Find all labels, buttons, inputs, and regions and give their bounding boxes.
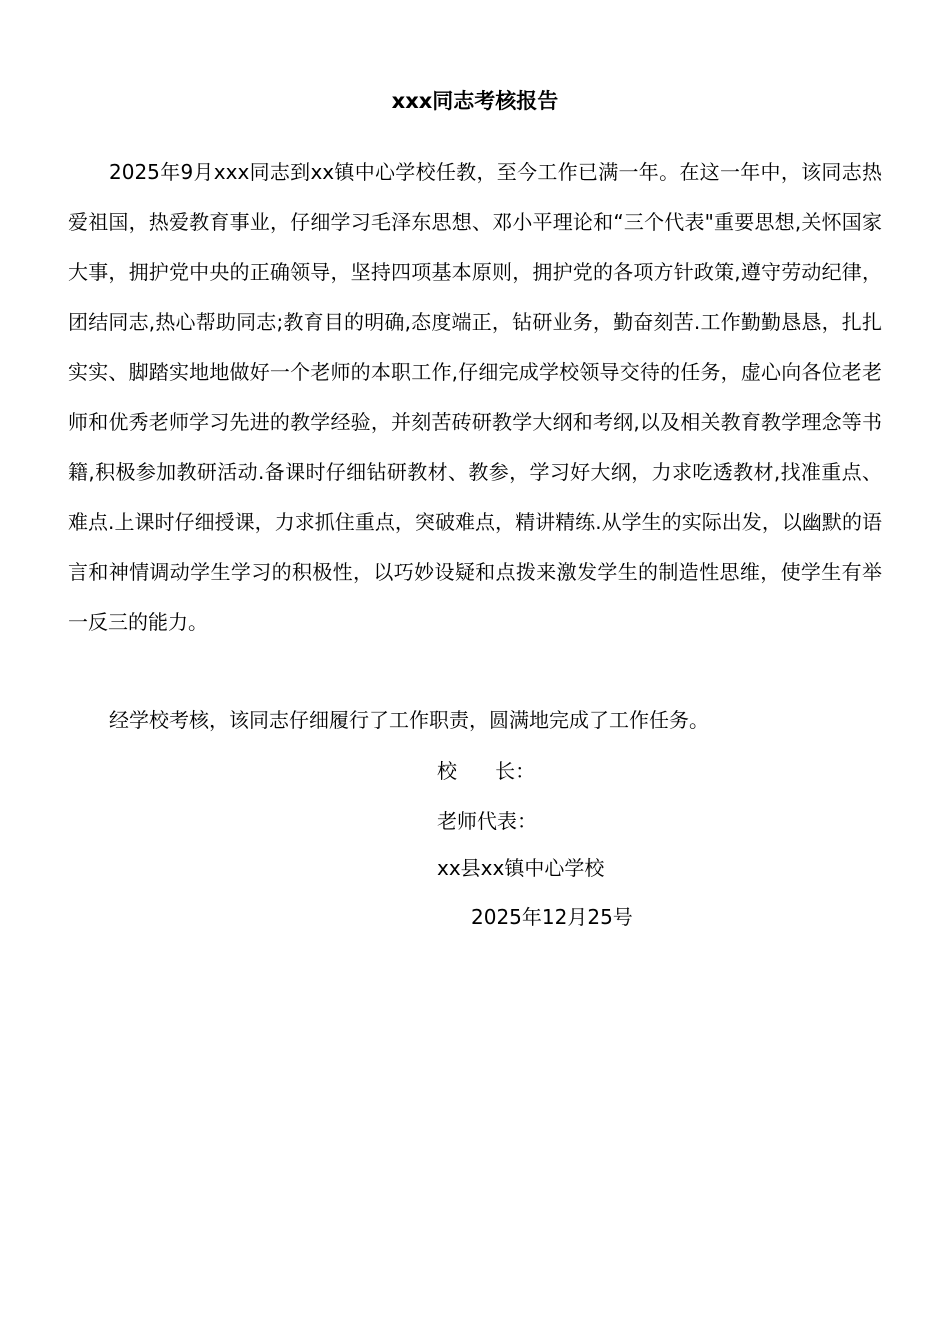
document-title: xxx同志考核报告 <box>391 89 559 113</box>
principal-signature-label: 校 长： <box>437 759 536 783</box>
body-paragraph-1: 2025年9月xxx同志到xx镇中心学校任教，至今工作已满一年。在这一年中，该同志热爱祖国，热爱教育事业，仔细学习毛泽东思想、邓小平理论和“三个代表"重要思想,关怀国家大事，拥护党中央的正确领导，坚持四项基本原则，拥护党的各项方针政策,遵守劳动纪律，团结同志,热心帮助同志;教育目的明确,态度端正，钻研业务，勤奋刻苦.工作勤勤恳恳，扎扎实实、脚踏实地地做好一个老师的本职工作,仔细完成学校领导交待的任务，虚心向各位老老师和优秀老师学习先进的教学经验，并刻苦砖研教学大纲和考纲,以及相关教育教学理念等书籍,积极参加教研活动.备课时仔细钻研教材、教参，学习好大纲，力求吃透教材,找准重点、难点.上课时仔细授课，力求抓住重点，突破难点，精讲精练.从学生的实际出发，以幽默的语言和神情调动学生学习的积极性，以巧妙设疑和点拨来激发学生的制造性思维，使学生有举一反三的能力。 <box>68 160 882 634</box>
teacher-representative-label: 老师代表： <box>437 809 537 833</box>
document-date: 2025年12月25号 <box>471 905 633 929</box>
body-paragraph-2: 经学校考核，该同志仔细履行了工作职责，圆满地完成了工作任务。 <box>109 708 709 732</box>
school-name: xx县xx镇中心学校 <box>437 856 605 880</box>
